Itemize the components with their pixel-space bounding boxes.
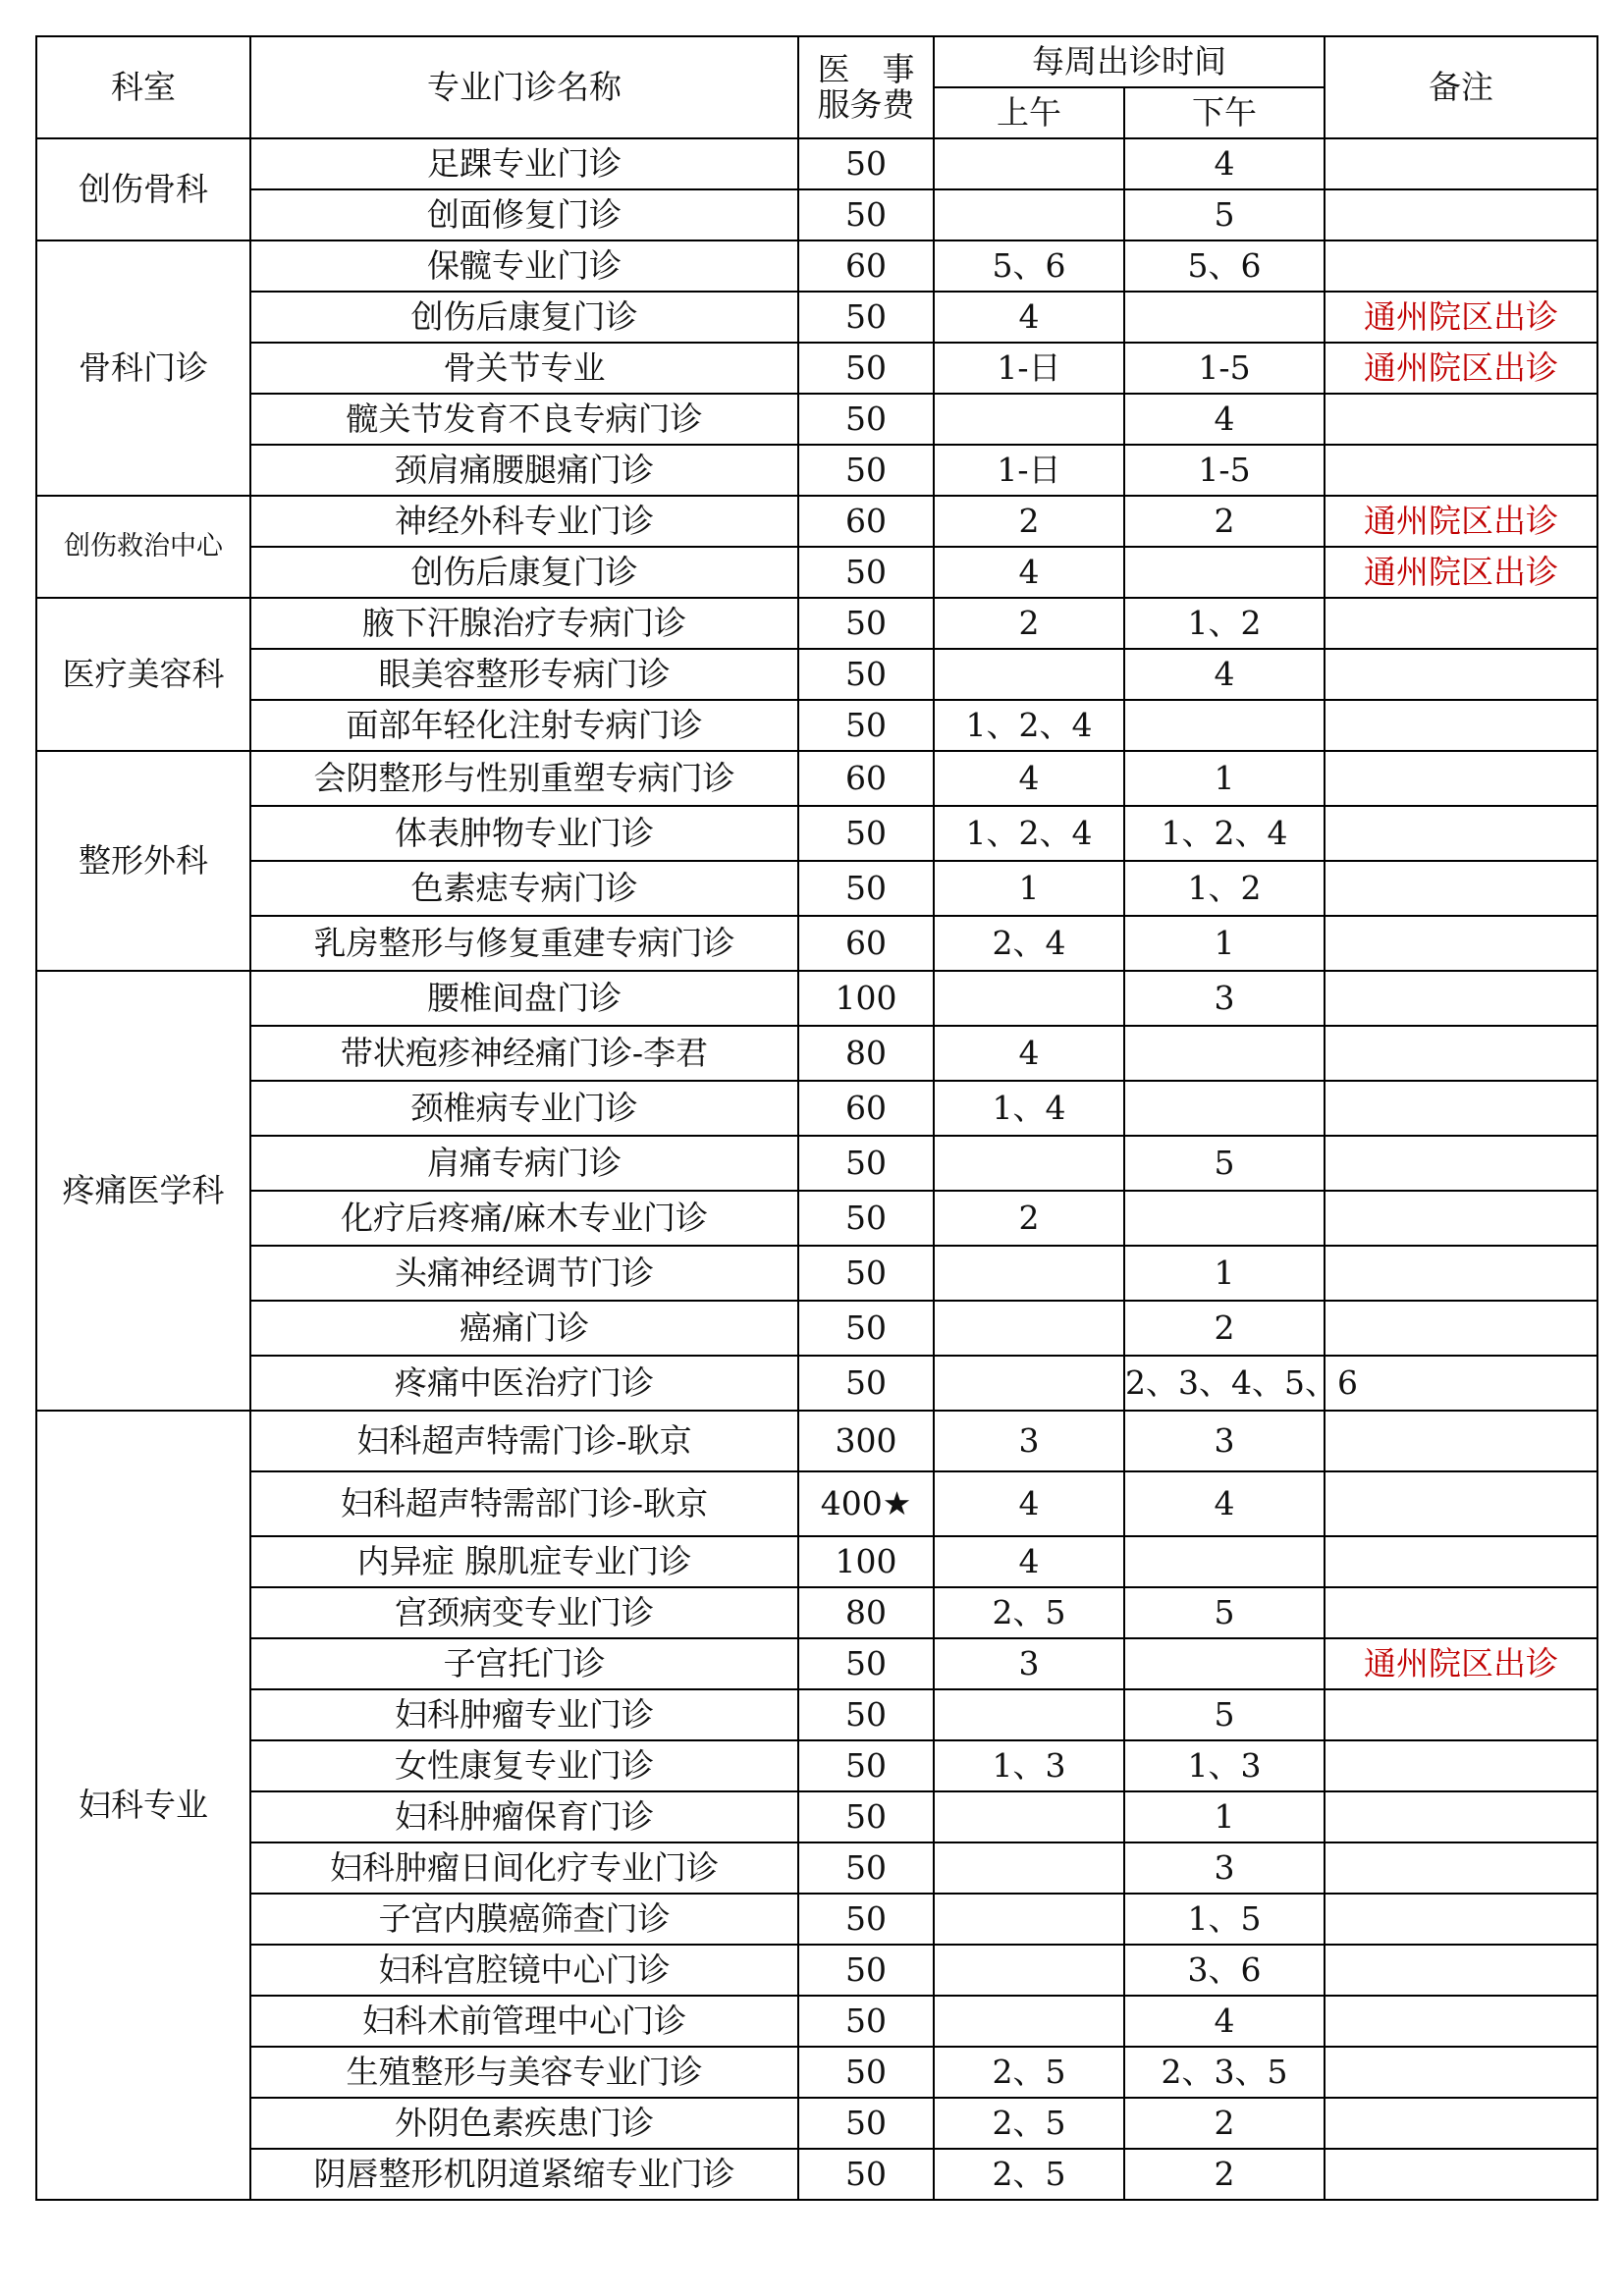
table-row (36, 1945, 1597, 1996)
remark-cell (1325, 916, 1597, 971)
table-row (36, 1536, 1597, 1587)
clinic-name-cell: 妇科超声特需部门诊-耿京 (250, 1471, 798, 1536)
table-row (36, 1471, 1597, 1536)
remark-cell (1325, 1689, 1597, 1740)
remark-cell (1325, 1536, 1597, 1587)
morning-cell: 2 (934, 496, 1124, 547)
morning-cell: 3 (934, 1638, 1124, 1689)
afternoon-cell (1124, 700, 1325, 751)
afternoon-cell (1124, 1191, 1325, 1246)
clinic-name-cell: 腰椎间盘门诊 (250, 971, 798, 1026)
fee-cell: 60 (798, 496, 934, 547)
morning-cell (934, 1356, 1124, 1411)
department-cell: 创伤救治中心 (36, 496, 250, 598)
remark-cell (1325, 2047, 1597, 2098)
morning-cell: 2 (934, 1191, 1124, 1246)
afternoon-cell: 1、5 (1124, 1894, 1325, 1945)
afternoon-cell: 1 (1124, 916, 1325, 971)
remark-cell (1325, 2149, 1597, 2200)
clinic-name-cell: 创伤后康复门诊 (250, 292, 798, 343)
clinic-name-cell: 色素痣专病门诊 (250, 861, 798, 916)
clinic-name-cell: 颈椎病专业门诊 (250, 1081, 798, 1136)
header-weekly-time: 每周出诊时间 (934, 36, 1325, 87)
morning-cell: 1、2、4 (934, 700, 1124, 751)
remark-cell (1325, 445, 1597, 496)
morning-cell (934, 971, 1124, 1026)
remark-cell (1325, 394, 1597, 445)
table-row (36, 445, 1597, 496)
fee-cell: 50 (798, 547, 934, 598)
fee-cell: 50 (798, 1689, 934, 1740)
clinic-name-cell: 体表肿物专业门诊 (250, 806, 798, 861)
morning-cell (934, 1894, 1124, 1945)
fee-cell: 50 (798, 1638, 934, 1689)
fee-cell: 50 (798, 1246, 934, 1301)
table-row (36, 1996, 1597, 2047)
remark-cell (1325, 1246, 1597, 1301)
morning-cell: 2、4 (934, 916, 1124, 971)
afternoon-cell (1124, 1638, 1325, 1689)
clinic-name-cell: 创伤后康复门诊 (250, 547, 798, 598)
afternoon-cell: 2 (1124, 496, 1325, 547)
table-row (36, 1356, 1597, 1411)
remark-cell: 通州院区出诊 (1325, 343, 1597, 394)
afternoon-cell: 1-5 (1124, 445, 1325, 496)
fee-cell: 50 (798, 1842, 934, 1894)
table-body (36, 138, 1597, 2200)
fee-cell: 50 (798, 1894, 934, 1945)
table-row (36, 1842, 1597, 1894)
fee-cell: 300 (798, 1411, 934, 1471)
table-row (36, 496, 1597, 547)
table-row (36, 1587, 1597, 1638)
morning-cell: 4 (934, 751, 1124, 806)
clinic-name-cell: 肩痛专病门诊 (250, 1136, 798, 1191)
morning-cell (934, 1301, 1124, 1356)
morning-cell (934, 138, 1124, 189)
afternoon-cell: 1 (1124, 1791, 1325, 1842)
morning-cell (934, 1246, 1124, 1301)
clinic-name-cell: 神经外科专业门诊 (250, 496, 798, 547)
morning-cell: 3 (934, 1411, 1124, 1471)
clinic-name-cell: 内异症 腺肌症专业门诊 (250, 1536, 798, 1587)
header-department: 科室 (36, 36, 250, 138)
afternoon-cell: 4 (1124, 1471, 1325, 1536)
remark-cell (1325, 1026, 1597, 1081)
morning-cell: 4 (934, 1026, 1124, 1081)
clinic-name-cell: 颈肩痛腰腿痛门诊 (250, 445, 798, 496)
clinic-name-cell: 眼美容整形专病门诊 (250, 649, 798, 700)
remark-cell (1325, 1945, 1597, 1996)
clinic-name-cell: 髋关节发育不良专病门诊 (250, 394, 798, 445)
afternoon-cell: 4 (1124, 649, 1325, 700)
morning-cell: 1、3 (934, 1740, 1124, 1791)
department-cell: 疼痛医学科 (36, 971, 250, 1411)
afternoon-cell: 2、3、4、5、6 (1124, 1356, 1325, 1411)
fee-cell: 50 (798, 598, 934, 649)
remark-cell (1325, 1191, 1597, 1246)
remark-cell (1325, 598, 1597, 649)
clinic-name-cell: 妇科超声特需门诊-耿京 (250, 1411, 798, 1471)
remark-cell (1325, 240, 1597, 292)
department-cell: 骨科门诊 (36, 240, 250, 496)
remark-cell (1325, 138, 1597, 189)
morning-cell: 5、6 (934, 240, 1124, 292)
fee-cell: 50 (798, 861, 934, 916)
remark-cell (1325, 1740, 1597, 1791)
afternoon-cell: 1、2、4 (1124, 806, 1325, 861)
remark-cell (1325, 1136, 1597, 1191)
afternoon-cell: 5 (1124, 1689, 1325, 1740)
morning-cell: 4 (934, 1536, 1124, 1587)
morning-cell (934, 1996, 1124, 2047)
header-clinic-name: 专业门诊名称 (250, 36, 798, 138)
afternoon-cell: 1、2 (1124, 598, 1325, 649)
afternoon-cell: 3 (1124, 1411, 1325, 1471)
header-fee-line1: 医 事 (817, 49, 915, 88)
table-row (36, 971, 1597, 1026)
table-row (36, 916, 1597, 971)
morning-cell: 1、2、4 (934, 806, 1124, 861)
afternoon-cell: 4 (1124, 394, 1325, 445)
afternoon-cell: 2 (1124, 1301, 1325, 1356)
clinic-name-cell: 乳房整形与修复重建专病门诊 (250, 916, 798, 971)
clinic-name-cell: 会阴整形与性别重塑专病门诊 (250, 751, 798, 806)
table-row (36, 1411, 1597, 1471)
table-row (36, 292, 1597, 343)
afternoon-cell (1124, 1081, 1325, 1136)
clinic-schedule-table (35, 35, 1598, 2201)
clinic-name-cell: 头痛神经调节门诊 (250, 1246, 798, 1301)
table-row (36, 1081, 1597, 1136)
table-row (36, 598, 1597, 649)
clinic-name-cell: 面部年轻化注射专病门诊 (250, 700, 798, 751)
afternoon-cell: 1-5 (1124, 343, 1325, 394)
fee-cell: 50 (798, 806, 934, 861)
afternoon-cell: 2、3、5 (1124, 2047, 1325, 2098)
fee-cell: 50 (798, 1740, 934, 1791)
clinic-name-cell: 癌痛门诊 (250, 1301, 798, 1356)
afternoon-cell (1124, 292, 1325, 343)
clinic-name-cell: 妇科宫腔镜中心门诊 (250, 1945, 798, 1996)
remark-cell (1325, 1996, 1597, 2047)
fee-cell: 50 (798, 2098, 934, 2149)
fee-cell: 50 (798, 700, 934, 751)
fee-cell: 50 (798, 138, 934, 189)
fee-cell: 50 (798, 649, 934, 700)
table-row (36, 394, 1597, 445)
remark-cell (1325, 1791, 1597, 1842)
fee-cell: 50 (798, 1356, 934, 1411)
afternoon-cell (1124, 547, 1325, 598)
afternoon-cell: 5 (1124, 1587, 1325, 1638)
remark-cell (1325, 1356, 1597, 1411)
clinic-name-cell: 阴唇整形机阴道紧缩专业门诊 (250, 2149, 798, 2200)
table-row (36, 1301, 1597, 1356)
fee-cell: 50 (798, 1136, 934, 1191)
fee-cell: 60 (798, 1081, 934, 1136)
table-row (36, 2098, 1597, 2149)
morning-cell: 4 (934, 547, 1124, 598)
afternoon-cell: 1、2 (1124, 861, 1325, 916)
remark-cell (1325, 806, 1597, 861)
morning-cell: 1 (934, 861, 1124, 916)
remark-cell (1325, 751, 1597, 806)
morning-cell (934, 1842, 1124, 1894)
table-row (36, 806, 1597, 861)
afternoon-cell (1124, 1536, 1325, 1587)
morning-cell (934, 394, 1124, 445)
clinic-name-cell: 女性康复专业门诊 (250, 1740, 798, 1791)
morning-cell: 1、4 (934, 1081, 1124, 1136)
fee-cell: 80 (798, 1587, 934, 1638)
morning-cell: 2、5 (934, 2047, 1124, 2098)
table-row (36, 547, 1597, 598)
department-cell: 创伤骨科 (36, 138, 250, 240)
remark-cell (1325, 1411, 1597, 1471)
clinic-name-cell: 妇科肿瘤日间化疗专业门诊 (250, 1842, 798, 1894)
afternoon-cell: 5 (1124, 189, 1325, 240)
morning-cell: 2、5 (934, 2098, 1124, 2149)
table-row (36, 700, 1597, 751)
table-row (36, 1689, 1597, 1740)
fee-cell: 100 (798, 971, 934, 1026)
afternoon-cell: 5 (1124, 1136, 1325, 1191)
fee-cell: 50 (798, 445, 934, 496)
morning-cell: 1-日 (934, 343, 1124, 394)
clinic-name-cell: 妇科肿瘤专业门诊 (250, 1689, 798, 1740)
remark-cell (1325, 971, 1597, 1026)
table-row (36, 1246, 1597, 1301)
table-row (36, 1026, 1597, 1081)
table-row (36, 751, 1597, 806)
morning-cell (934, 649, 1124, 700)
afternoon-cell (1124, 1026, 1325, 1081)
clinic-name-cell: 带状疱疹神经痛门诊-李君 (250, 1026, 798, 1081)
table-row (36, 861, 1597, 916)
remark-cell (1325, 1471, 1597, 1536)
remark-cell: 通州院区出诊 (1325, 496, 1597, 547)
remark-cell (1325, 1894, 1597, 1945)
clinic-name-cell: 子宫内膜癌筛查门诊 (250, 1894, 798, 1945)
afternoon-cell: 3、6 (1124, 1945, 1325, 1996)
afternoon-cell: 3 (1124, 971, 1325, 1026)
header-remark: 备注 (1325, 36, 1597, 138)
fee-cell: 50 (798, 1191, 934, 1246)
clinic-name-cell: 创面修复门诊 (250, 189, 798, 240)
morning-cell (934, 1136, 1124, 1191)
morning-cell: 4 (934, 292, 1124, 343)
fee-cell: 50 (798, 2149, 934, 2200)
afternoon-cell: 4 (1124, 138, 1325, 189)
afternoon-cell: 3 (1124, 1842, 1325, 1894)
remark-cell (1325, 1842, 1597, 1894)
header-fee-line2: 服务费 (817, 85, 915, 124)
morning-cell (934, 1689, 1124, 1740)
fee-cell: 60 (798, 751, 934, 806)
table-row (36, 1191, 1597, 1246)
clinic-name-cell: 宫颈病变专业门诊 (250, 1587, 798, 1638)
remark-cell: 通州院区出诊 (1325, 1638, 1597, 1689)
clinic-name-cell: 外阴色素疾患门诊 (250, 2098, 798, 2149)
table-row (36, 1638, 1597, 1689)
morning-cell: 2 (934, 598, 1124, 649)
remark-cell (1325, 861, 1597, 916)
clinic-name-cell: 骨关节专业 (250, 343, 798, 394)
remark-cell (1325, 1587, 1597, 1638)
department-cell: 医疗美容科 (36, 598, 250, 751)
morning-cell: 2、5 (934, 2149, 1124, 2200)
fee-cell: 50 (798, 1791, 934, 1842)
table-row (36, 240, 1597, 292)
clinic-name-cell: 腋下汗腺治疗专病门诊 (250, 598, 798, 649)
morning-cell: 1-日 (934, 445, 1124, 496)
header-afternoon: 下午 (1124, 87, 1325, 138)
clinic-name-cell: 疼痛中医治疗门诊 (250, 1356, 798, 1411)
remark-cell (1325, 189, 1597, 240)
clinic-name-cell: 妇科肿瘤保育门诊 (250, 1791, 798, 1842)
table-row (36, 189, 1597, 240)
header-morning: 上午 (934, 87, 1124, 138)
clinic-name-cell: 生殖整形与美容专业门诊 (250, 2047, 798, 2098)
fee-cell: 50 (798, 1301, 934, 1356)
morning-cell (934, 189, 1124, 240)
afternoon-cell: 1 (1124, 1246, 1325, 1301)
clinic-name-cell: 妇科术前管理中心门诊 (250, 1996, 798, 2047)
fee-cell: 50 (798, 189, 934, 240)
fee-cell: 100 (798, 1536, 934, 1587)
remark-cell: 通州院区出诊 (1325, 547, 1597, 598)
morning-cell: 4 (934, 1471, 1124, 1536)
morning-cell: 2、5 (934, 1587, 1124, 1638)
fee-cell: 50 (798, 1945, 934, 1996)
remark-cell: 通州院区出诊 (1325, 292, 1597, 343)
afternoon-cell: 4 (1124, 1996, 1325, 2047)
afternoon-cell: 2 (1124, 2098, 1325, 2149)
table-row (36, 343, 1597, 394)
fee-cell: 50 (798, 394, 934, 445)
department-cell: 整形外科 (36, 751, 250, 971)
afternoon-cell: 1 (1124, 751, 1325, 806)
remark-cell (1325, 649, 1597, 700)
table-row (36, 1894, 1597, 1945)
afternoon-cell: 5、6 (1124, 240, 1325, 292)
remark-cell (1325, 1081, 1597, 1136)
fee-cell: 60 (798, 916, 934, 971)
header-fee (798, 36, 934, 138)
afternoon-cell: 2 (1124, 2149, 1325, 2200)
table-row (36, 2149, 1597, 2200)
afternoon-cell: 1、3 (1124, 1740, 1325, 1791)
table-row (36, 1791, 1597, 1842)
header-row-1 (36, 36, 1597, 87)
fee-cell: 60 (798, 240, 934, 292)
clinic-name-cell: 足踝专业门诊 (250, 138, 798, 189)
remark-cell (1325, 2098, 1597, 2149)
clinic-name-cell: 保髋专业门诊 (250, 240, 798, 292)
fee-cell: 50 (798, 292, 934, 343)
clinic-name-cell: 化疗后疼痛/麻木专业门诊 (250, 1191, 798, 1246)
morning-cell (934, 1945, 1124, 1996)
remark-cell (1325, 700, 1597, 751)
fee-cell: 50 (798, 1996, 934, 2047)
table-row (36, 2047, 1597, 2098)
morning-cell (934, 1791, 1124, 1842)
fee-cell: 50 (798, 2047, 934, 2098)
clinic-name-cell: 子宫托门诊 (250, 1638, 798, 1689)
fee-cell: 400★ (798, 1471, 934, 1536)
fee-cell: 50 (798, 343, 934, 394)
department-cell: 妇科专业 (36, 1411, 250, 2200)
table-row (36, 1740, 1597, 1791)
remark-cell (1325, 1301, 1597, 1356)
table-row (36, 138, 1597, 189)
table-row (36, 1136, 1597, 1191)
table-row (36, 649, 1597, 700)
fee-cell: 80 (798, 1026, 934, 1081)
